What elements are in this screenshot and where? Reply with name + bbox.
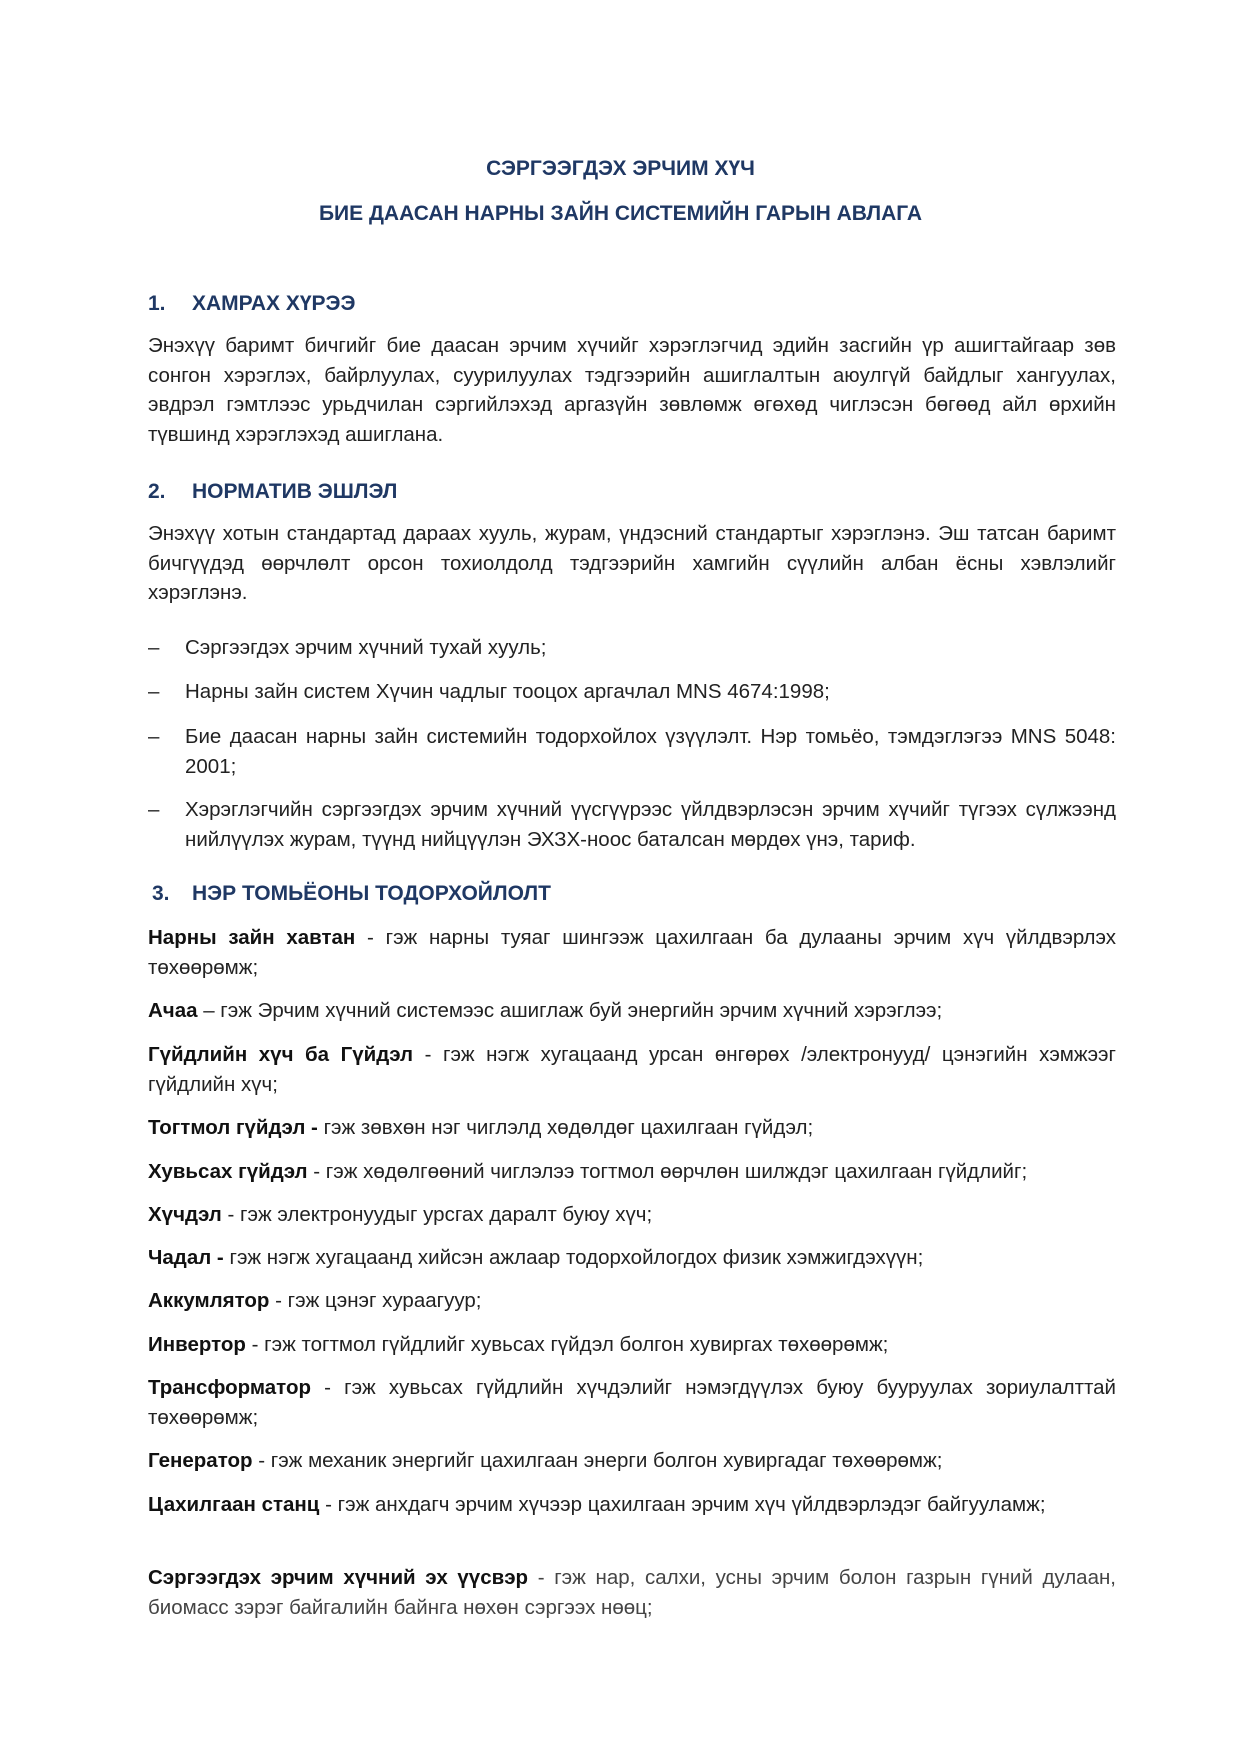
definition-term: Чадал - [148,1246,224,1269]
definition-text: - гэж нэгж хугацаанд урсан өнгөрөх /электронууд/ цэнэгийн хэмжээг гүйдлийн хүч; [148,1043,1116,1096]
definition-item [148,1330,1116,1360]
definition-item [148,1286,1116,1316]
definition-item [148,1243,1116,1273]
definition-text: - гэж хувьсах гүйдлийн хүчдэлийг нэмэгдүүлэх буюу бууруулах зориулалттай төхөөрөмж; [148,1376,1116,1429]
definition-text: - гэж электронуудыг урсгах даралт буюу хүч; [221,1203,653,1226]
definition-term: Хувьсах гүйдэл [148,1160,308,1183]
definition-text: - гэж анхдагч эрчим хүчээр цахилгаан эрчим хүч үйлдвэрлэдэг байгууламж; [319,1493,1046,1516]
section2-number: 2. [148,480,166,503]
bullet-dash: – [148,798,160,821]
reference-text: Хэрэглэгчийн сэргээгдэх эрчим хүчний үүсгүүрээс үйлдвэрлэсэн эрчим хүчийг түгээх сүлжээнд нийлүүлэх журам, түүнд нийцүүлэн ЭХЗХ-ноос баталсан мөрдөх үнэ, тариф. [185,798,1116,851]
definition-term: Аккумлятор [148,1289,270,1312]
definition-text: гэж нэгж хугацаанд хийсэн ажлаар тодорхойлогдох физик хэмжигдэхүүн; [223,1246,924,1269]
definition-text: - гэж тогтмол гүйдлийг хувьсах гүйдэл болгон хувиргах төхөөрөмж; [245,1333,889,1356]
section1-heading [148,292,355,316]
definition-item [148,1373,1116,1432]
definition-text: - гэж нар, салхи, усны эрчим болон газрын гүний дулаан, биомасс зэрэг байгалийн байнга нөхөн сэргээх нөөц; [148,1566,1117,1619]
definition-term: Гүйдлийн хүч ба Гүйдэл [148,1043,414,1066]
document-title-line1: СЭРГЭЭГДЭХ ЭРЧИМ ХҮЧ [486,157,755,180]
definition-text: - гэж нарны туяаг шингээж цахилгаан ба дулааны эрчим хүч үйлдвэрлэх төхөөрөмж; [148,926,1116,979]
definition-text: - гэж механик энергийг цахилгаан энерги болгон хувиргадаг төхөөрөмж; [252,1449,943,1472]
definition-text: - гэж цэнэг хураагуур; [269,1289,482,1312]
bullet-dash: – [148,636,160,659]
definition-text: - гэж хөдөлгөөний чиглэлээ тогтмол өөрчлөн шилждэг цахилгаан гүйдлийг; [307,1160,1028,1183]
section1-body: Энэхүү баримт бичгийг бие даасан эрчим хүчийг хэрэглэгчид эдийн засгийн үр ашигтайгаар зөв сонгон хэрэглэх, байрлуулах, суурилуулах тэдгээрийн ашиглалтын аюулгүй байдлыг хангуулах, эвдрэл гэмтлээс урьдчилан сэргийлэхэд аргазүйн зөвлөмж өгөхөд чиглэсэн бөгөөд айл өрхийн түвшинд хэрэглэхэд ашиглана. [148,334,1116,446]
definition-term: Сэргээгдэх эрчим хүчний эх үүсвэр [148,1566,529,1589]
definition-term: Хүчдэл [148,1203,222,1226]
definition-item [148,1490,1116,1520]
definition-term: Инвертор [148,1333,246,1356]
reference-text: Бие даасан нарны зайн системийн тодорхойлох үзүүлэлт. Нэр томьёо, тэмдэглэгээ MNS 5048: 2001; [185,725,1116,778]
definition-item [148,1200,1116,1230]
definition-term: Трансформатор [148,1376,311,1399]
definition-item [148,1563,1116,1622]
definition-text: гэж зөвхөн нэг чиглэлд хөдөлдөг цахилгаан гүйдэл; [317,1116,814,1139]
section2-body: Энэхүү хотын стандартад дараах хууль, журам, үндэсний стандартыг хэрэглэнэ. Эш татсан баримт бичгүүдэд өөрчлөлт орсон тохиолдолд тэдгээрийн хамгийн сүүлийн албан ёсны хэвлэлийг хэрэглэнэ. [148,522,1116,604]
reference-text: Нарны зайн систем Хүчин чадлыг тооцох аргачлал MNS 4674:1998; [185,680,830,703]
reference-list-item [148,795,1116,854]
definition-term: Ачаа [148,999,198,1022]
document-title-line2: БИЕ ДААСАН НАРНЫ ЗАЙН СИСТЕМИЙН ГАРЫН АВЛАГА [318,202,923,225]
section1-number: 1. [148,292,166,315]
definition-term: Цахилгаан станц [148,1493,320,1516]
section3-number: 3. [152,882,170,905]
definition-item [148,1446,1116,1476]
definition-term: Нарны зайн хавтан [148,926,356,949]
bullet-dash: – [148,680,160,703]
reference-text: Сэргээгдэх эрчим хүчний тухай хууль; [185,636,547,659]
section3-title: НЭР ТОМЬЁОНЫ ТОДОРХОЙЛОЛТ [192,882,551,905]
reference-list-item [148,677,1116,707]
section2-title: НОРМАТИВ ЭШЛЭЛ [192,480,398,503]
definition-item [148,1040,1116,1099]
definition-term: Тогтмол гүйдэл - [148,1116,318,1139]
definition-item [148,1113,1116,1143]
definition-term: Генератор [148,1449,253,1472]
bullet-dash: – [148,725,160,748]
section3-heading [152,882,551,906]
definition-item [148,996,1116,1026]
definition-text: – гэж Эрчим хүчний системээс ашиглаж буй энергийн эрчим хүчний хэрэглээ; [197,999,943,1022]
section1-title: ХАМРАХ ХҮРЭЭ [192,292,356,315]
reference-list-item [148,633,1116,663]
reference-list-item [148,722,1116,781]
section2-heading [148,480,397,504]
definition-item [148,923,1116,982]
definition-item [148,1157,1116,1187]
